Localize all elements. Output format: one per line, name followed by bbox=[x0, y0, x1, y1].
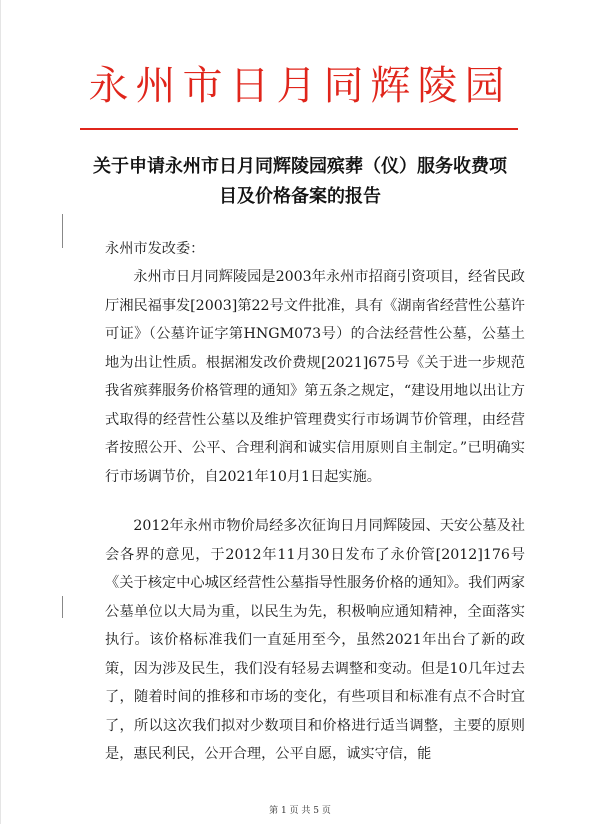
page-number: 第 1 页 共 5 页 bbox=[269, 806, 331, 816]
scan-mark bbox=[62, 214, 63, 248]
salutation: 永州市发改委： bbox=[105, 241, 205, 257]
paragraph-1: 永州市日月同辉陵园是2003年永州市招商引资项目，经省民政厅湘民福事发[2003]第22号文件批准，具有《湖南省经营性公墓许可证》（公墓许证字第HNGM073号）的合法经营性公墓，公墓土地为出让性质。根据湘发改价费规[2021]675号《关于进一步规范我省殡葬服务价格管理的通知》第五条之规定，“建设用地以出让方式取得的经营性公墓以及维护管理费实行市场调节价管理，由经营者按照公开、公平、合理利润和诚实信用原则自主制定。”已明确实行市场调节价，自2021年10月1日起实施。 bbox=[105, 269, 525, 485]
scan-mark bbox=[62, 596, 63, 618]
document-title: 关于申请永州市日月同辉陵园殡葬（仪）服务收费项目及价格备案的报告 bbox=[93, 156, 507, 207]
paragraph-2: 2012年永州市物价局经多次征询日月同辉陵园、天安公墓及社会各界的意见，于2012年11月30日发布了永价管[2012]176号《关于核定中心城区经营性公墓指导性服务价格的通知》。我们两家公墓单位以大局为重，以民生为先，积极响应通知精神，全面落实执行。该价格标准我们一直延用至今，虽然2021年出台了新的政策，因为涉及民生，我们没有轻易去调整和变动。但是10几年过去了，随着时间的推移和市场的变化，有些项目和标准有点不合时宜了，所以这次我们拟对少数项目和价格进行适当调整，主要的原则是，惠民利民，公开合理，公平自愿，诚实守信，能 bbox=[105, 518, 525, 762]
page-edge-left bbox=[0, 0, 1, 824]
letterhead-rule bbox=[80, 128, 518, 130]
letterhead: 永州市日月同辉陵园 bbox=[88, 63, 512, 109]
